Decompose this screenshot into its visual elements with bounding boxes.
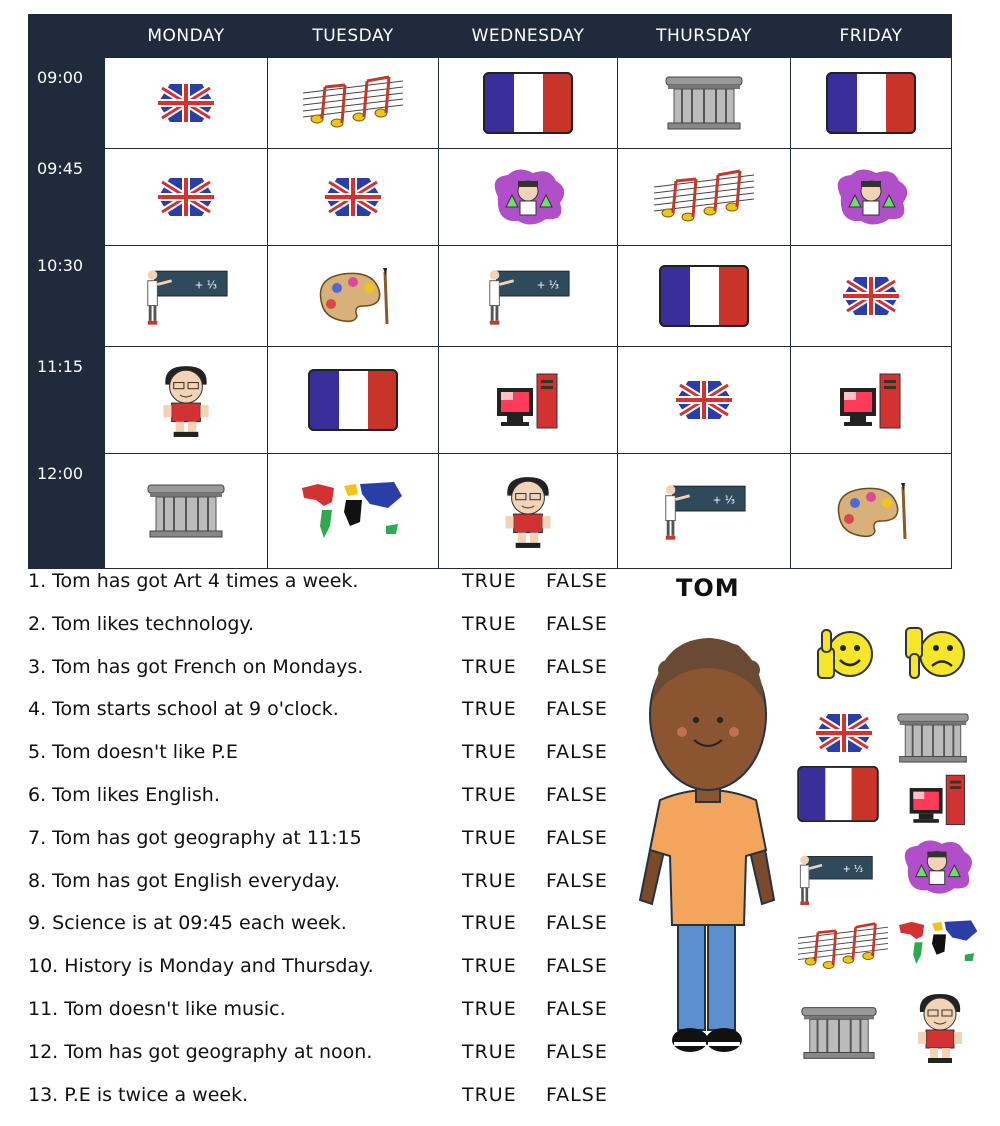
english-icon [156,82,216,124]
english-icon [814,712,874,758]
question-text: 9. Science is at 09:45 each week. [28,912,347,935]
science-icon [831,167,911,227]
music-icon [654,167,754,227]
music-icon [303,73,403,133]
timetable-cell [105,347,268,454]
true-option[interactable]: TRUE [462,997,517,1020]
timetable-cell [268,347,439,454]
question-row [28,609,628,652]
english-icon [674,379,734,421]
technology-icon [836,370,906,430]
false-option[interactable]: FALSE [546,741,608,764]
maths-icon [485,264,571,328]
false-option[interactable]: FALSE [546,826,608,849]
french-icon [659,265,749,327]
question-text: 11. Tom doesn't like music. [28,997,286,1020]
pe-icon [496,473,560,549]
true-option[interactable]: TRUE [462,783,517,806]
question-row [28,951,628,994]
timetable-cell [618,149,791,246]
time-label: 12:00 [29,454,105,569]
maths-icon [796,848,874,914]
question-row [28,994,628,1037]
true-false-questions [28,566,628,1122]
svg-text:+ ⅓: + ⅓ [842,864,864,876]
timetable-cell [791,246,952,347]
question-text: 2. Tom likes technology. [28,612,255,635]
question-text: 12. Tom has got geography at noon. [28,1040,373,1063]
french-icon [308,369,398,431]
false-option[interactable]: FALSE [546,869,608,892]
question-text: 5. Tom doesn't like P.E [28,741,238,764]
false-option[interactable]: FALSE [546,1040,608,1063]
french-icon [796,766,880,826]
question-text: 8. Tom has got English everyday. [28,869,341,892]
english-icon [841,275,901,317]
question-row [28,823,628,866]
timetable-row [29,58,952,149]
question-text: 7. Tom has got geography at 11:15 [28,826,362,849]
timetable-row [29,149,952,246]
timetable-cell [439,454,618,569]
timetable-cell [105,58,268,149]
history-icon [664,75,744,131]
timetable-cell [791,347,952,454]
timetable-cell [105,246,268,347]
timetable-cell [268,149,439,246]
question-row [28,908,628,951]
time-label: 10:30 [29,246,105,347]
timetable-header-row [29,15,952,58]
question-row [28,1080,628,1123]
question-text: 4. Tom starts school at 9 o'clock. [28,698,339,721]
question-row [28,780,628,823]
art-icon [831,481,911,541]
science-icon [488,167,568,227]
day-header-friday: FRIDAY [791,15,952,58]
svg-text:+ ⅓: + ⅓ [194,279,217,292]
thumbs-down-icon [904,624,970,688]
false-option[interactable]: FALSE [546,570,608,592]
false-option[interactable]: FALSE [546,1083,608,1106]
time-label: 09:00 [29,58,105,149]
true-option[interactable]: TRUE [462,869,517,892]
question-row [28,737,628,780]
timetable-cell [791,454,952,569]
thumbs-up-icon [816,624,876,688]
history-icon [146,483,226,539]
timetable-cell [105,149,268,246]
art-icon [313,266,393,326]
true-option[interactable]: TRUE [462,826,517,849]
geography-icon [298,475,408,547]
day-header-monday: MONDAY [105,15,268,58]
timetable-cell [618,347,791,454]
day-header-thursday: THURSDAY [618,15,791,58]
science-icon [896,838,978,900]
english-icon [323,176,383,218]
timetable-cell [791,58,952,149]
technology-icon [493,370,563,430]
true-option[interactable]: TRUE [462,955,517,978]
true-option[interactable]: TRUE [462,741,517,764]
tom-title: TOM [676,574,740,602]
question-row [28,694,628,737]
svg-text:+ ⅓: + ⅓ [712,494,735,507]
false-option[interactable]: FALSE [546,955,608,978]
time-label: 11:15 [29,347,105,454]
false-option[interactable]: FALSE [546,612,608,635]
english-icon [156,176,216,218]
history-icon [800,1004,878,1066]
question-row [28,566,628,609]
true-option[interactable]: TRUE [462,612,517,635]
question-text: 3. Tom has got French on Mondays. [28,655,364,678]
timetable [28,14,952,569]
timetable-cell [268,454,439,569]
geography-icon [896,908,982,982]
question-row [28,652,628,695]
timetable-row [29,246,952,347]
timetable-cell [268,58,439,149]
timetable-cell [618,454,791,569]
question-row [28,1037,628,1080]
question-text: 6. Tom likes English. [28,783,220,806]
false-option[interactable]: FALSE [546,655,608,678]
true-option[interactable]: TRUE [462,1083,517,1106]
timetable-cell [105,454,268,569]
day-header-tuesday: TUESDAY [268,15,439,58]
music-icon [798,918,888,980]
maths-icon [143,264,229,328]
pe-icon [154,362,218,438]
french-icon [826,72,916,134]
timetable-cell [618,246,791,347]
question-text: 13. P.E is twice a week. [28,1083,249,1106]
question-text: 10. History is Monday and Thursday. [28,955,374,978]
true-option[interactable]: TRUE [462,570,517,592]
timetable-row [29,454,952,569]
true-option[interactable]: TRUE [462,1040,517,1063]
timetable-cell [439,58,618,149]
question-text: 1. Tom has got Art 4 times a week. [28,570,359,592]
tom-boy-illustration [638,620,778,1074]
timetable-cell [268,246,439,347]
pe-icon [910,990,970,1068]
day-header-wednesday: WEDNESDAY [439,15,618,58]
history-icon [896,708,970,772]
true-option[interactable]: TRUE [462,698,517,721]
false-option[interactable]: FALSE [546,997,608,1020]
false-option[interactable]: FALSE [546,698,608,721]
timetable-cell [439,347,618,454]
timetable-cell [439,149,618,246]
timetable-cell [439,246,618,347]
false-option[interactable]: FALSE [546,783,608,806]
true-option[interactable]: TRUE [462,655,517,678]
timetable-cell [618,58,791,149]
true-option[interactable]: TRUE [462,912,517,935]
french-icon [483,72,573,134]
false-option[interactable]: FALSE [546,912,608,935]
time-label: 09:45 [29,149,105,246]
maths-icon [661,479,747,543]
timetable-row [29,347,952,454]
corner-cell [29,15,105,58]
question-row [28,866,628,909]
svg-text:+ ⅓: + ⅓ [536,279,559,292]
technology-icon [906,770,970,832]
timetable-cell [791,149,952,246]
